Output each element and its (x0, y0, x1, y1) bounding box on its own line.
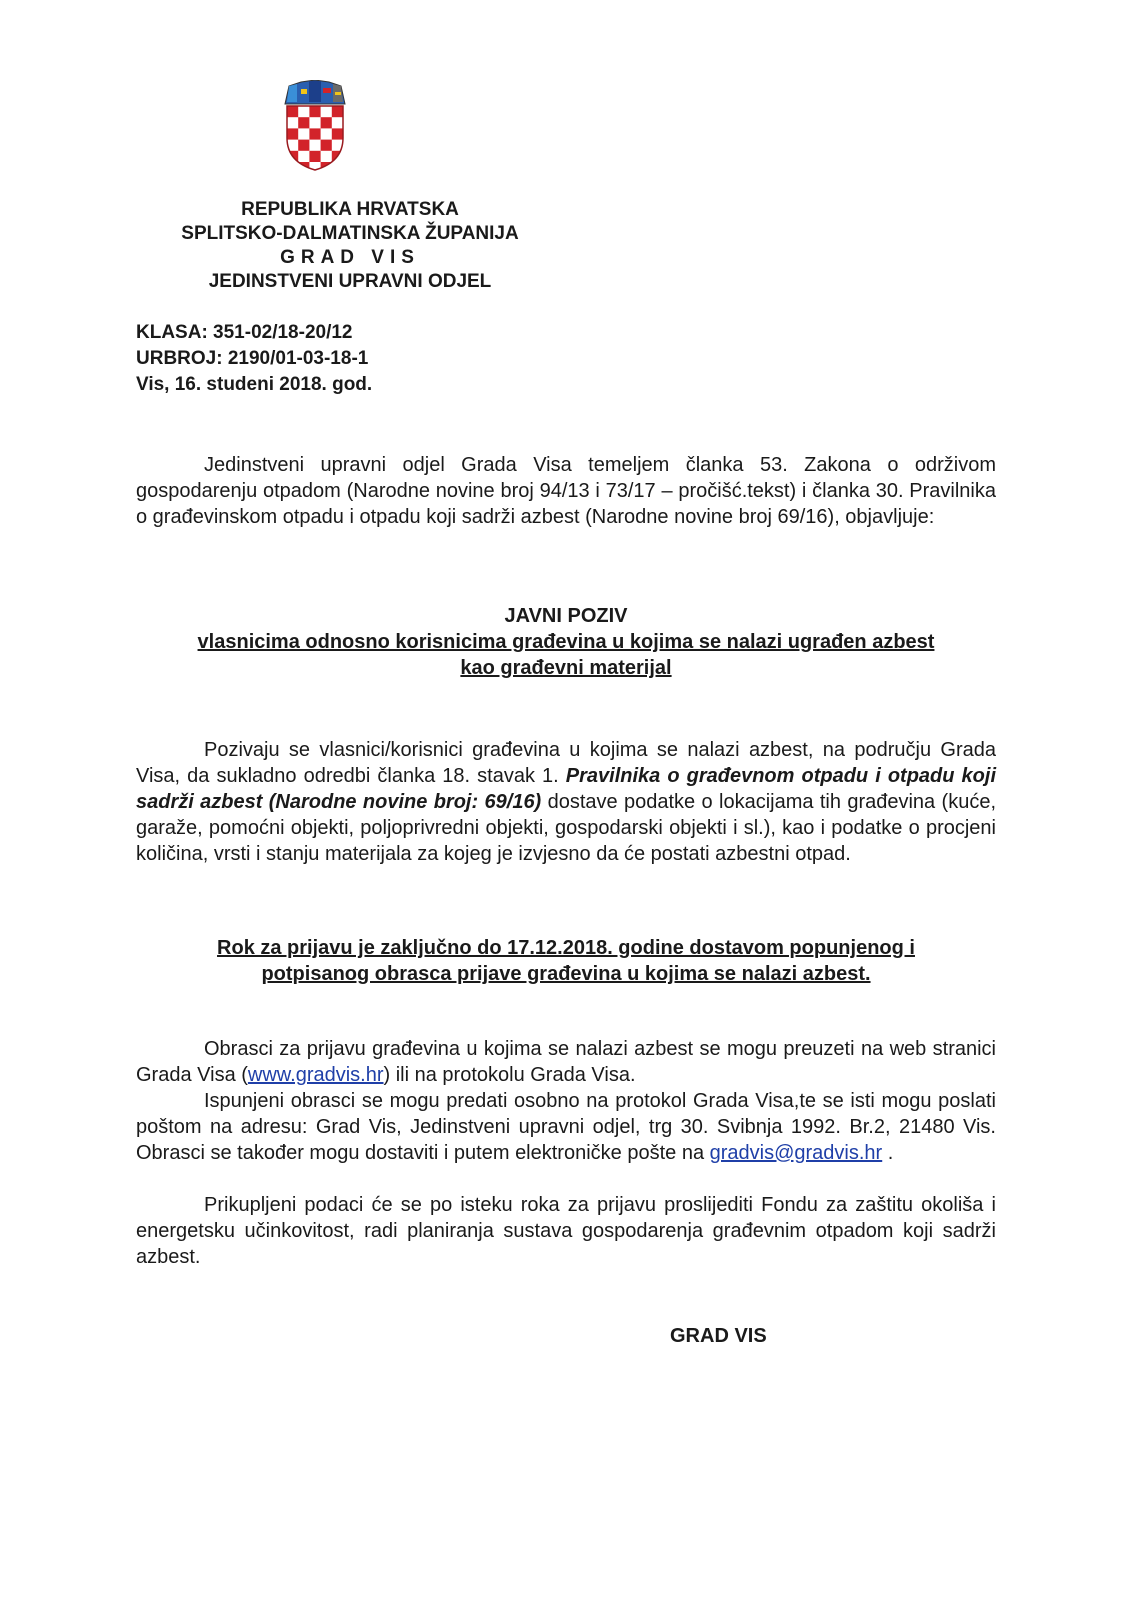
forms-text-start: Obrasci za prijavu građevina u kojima se nalazi azbest se mogu preuzeti na web stranici Grada Visa ( (136, 1038, 996, 1086)
header-city: GRAD VIS (280, 247, 420, 268)
title-main: JAVNI POZIV (504, 605, 628, 627)
intro-paragraph: Jedinstveni upravni odjel Grada Visa temeljem članka 53. Zakona o održivom gospodarenju otpadom (Narodne novine broj 94/13 i 73/17 – pročišć.tekst) i članka 30. Pravilnika o građevinskom otpadu i otpadu koji sadrži azbest (Narodne novine broj 69/16), objavljuje: (136, 454, 996, 528)
header-county: SPLITSKO-DALMATINSKA ŽUPANIJA (181, 223, 519, 244)
submission-text-end: . (882, 1142, 894, 1164)
title-subtitle-line2: kao građevni materijal (460, 657, 672, 679)
call-text-start: Pozivaju se vlasnici/korisnici građevina u kojima se nalazi azbest, na području Grada Visa, da sukladno odredbi članka 18. stavak 1. (136, 739, 996, 787)
deadline-line1: Rok za prijavu je zaključno do 17.12.2018. godine dostavom popunjenog i (217, 937, 915, 959)
document-date: Vis, 16. studeni 2018. god. (136, 374, 373, 395)
klasa: KLASA: 351-02/18-20/12 (136, 322, 353, 343)
title-subtitle-line1: vlasnicima odnosno korisnicima građevina u kojima se nalazi ugrađen azbest (197, 631, 935, 653)
email-link[interactable]: gradvis@gradvis.hr (709, 1142, 883, 1164)
header-republic: REPUBLIKA HRVATSKA (241, 199, 459, 220)
submission-paragraph (136, 1088, 996, 1166)
call-text-end: dostave podatke o lokacijama tih građevina (kuće, garaže, pomoćni objekti, poljoprivredni objekti, gospodarski objekti i sl.), kao i podatke o procjeni količina, vrsti i stanju materijala za kojeg je izvjesno da će postati azbestni otpad. (136, 791, 996, 865)
submission-text-start: Ispunjeni obrasci se mogu predati osobno na protokol Grada Visa,te se isti mogu poslati poštom na adresu: Grad Vis, Jedinstveni upravni odjel, trg 30. Svibnja 1992. Br.2, 21480 Vis. Obrasci se također mogu dostaviti i putem elektroničke pošte na (136, 1090, 996, 1164)
signature: GRAD VIS (670, 1325, 767, 1347)
forms-text-end: ) ili na protokolu Grada Visa. (383, 1064, 636, 1086)
forms-paragraph (136, 1036, 996, 1088)
deadline-line2: potpisanog obrasca prijave građevina u kojima se nalazi azbest. (261, 963, 871, 985)
croatian-coat-of-arms-icon (283, 80, 347, 172)
header-department: JEDINSTVENI UPRAVNI ODJEL (208, 271, 492, 292)
regulation-reference: Pravilnika o građevnom otpadu i otpadu koji sadrži azbest (Narodne novine broj: 69/16) (136, 765, 996, 813)
urbroj: URBROJ: 2190/01-03-18-1 (136, 348, 369, 369)
call-paragraph (136, 737, 996, 867)
data-forwarding-paragraph: Prikupljeni podaci će se po isteku roka za prijavu proslijediti Fondu za zaštitu okoliša i energetsku učinkovitost, radi planiranja sustava gospodarenja građevnim otpadom koji sadrži azbest. (136, 1194, 996, 1268)
website-link[interactable]: www.gradvis.hr (247, 1064, 384, 1086)
